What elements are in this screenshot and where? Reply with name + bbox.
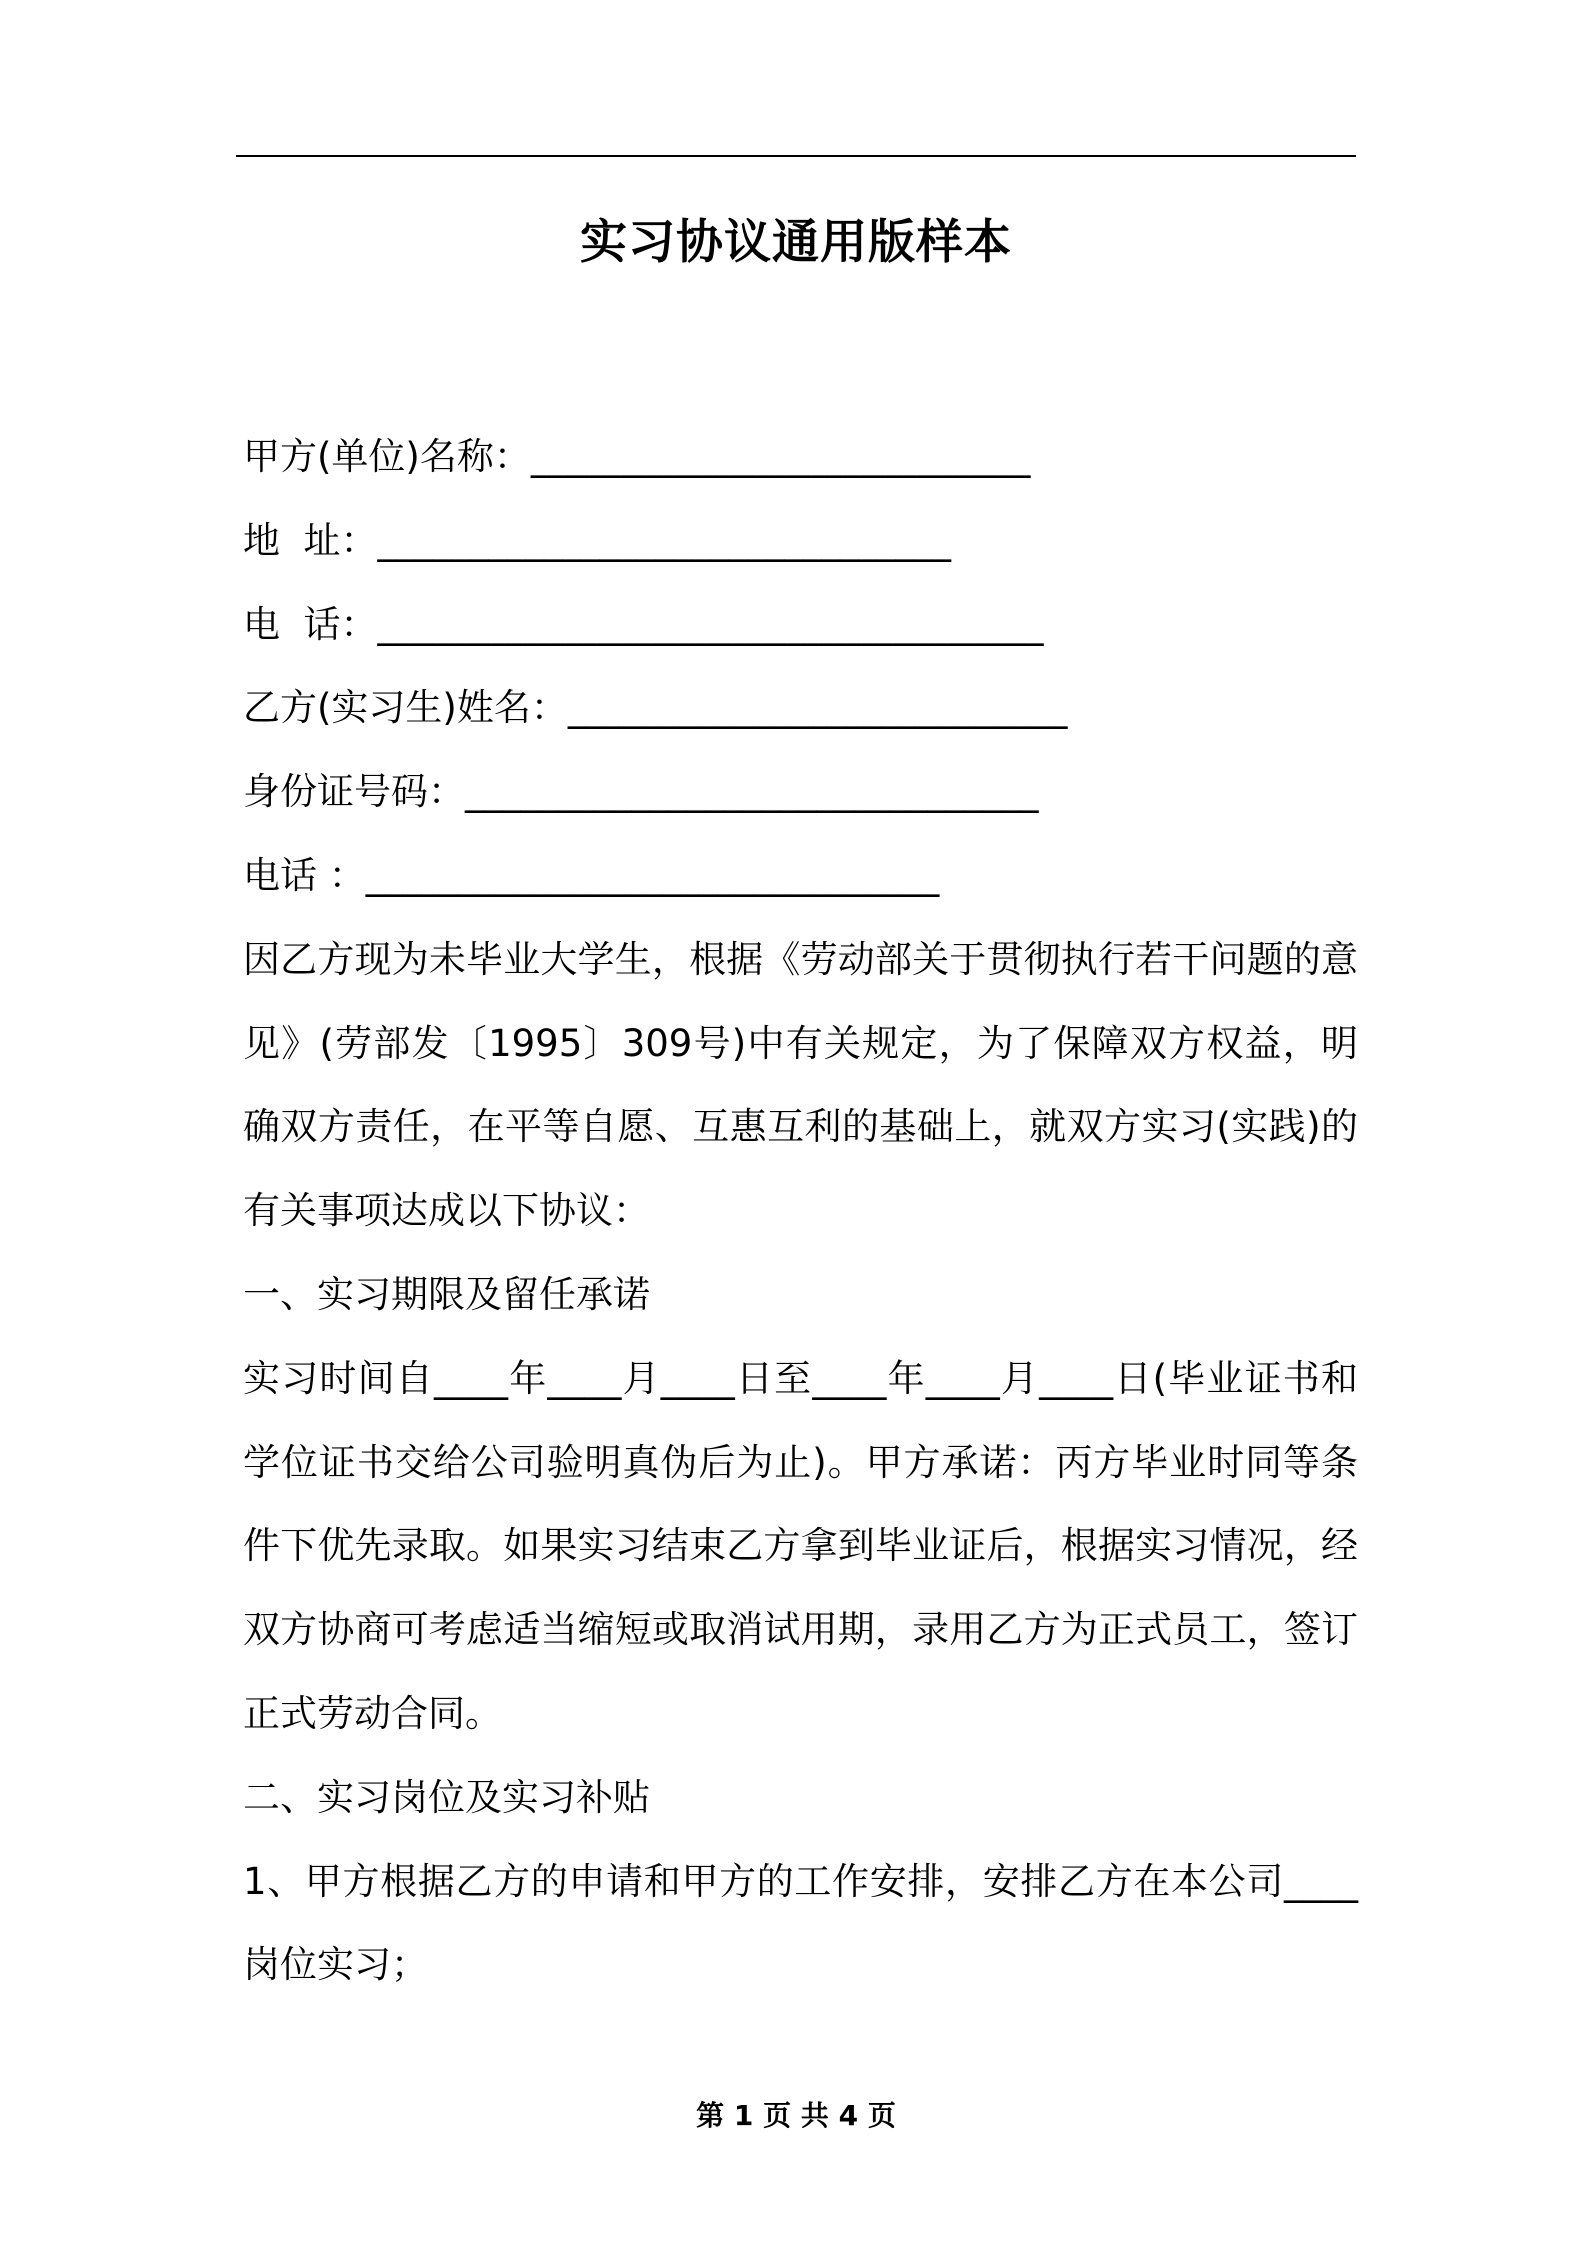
document-title: 实习协议通用版样本 bbox=[580, 215, 1012, 270]
document-body bbox=[243, 415, 1358, 2007]
field-party-b-name: 乙方(实习生)姓名：___________________________ bbox=[243, 686, 1068, 730]
field-id-number: 身份证号码：_______________________________ bbox=[243, 770, 1039, 814]
section-2-heading: 二、实习岗位及实习补贴 bbox=[243, 1775, 650, 1819]
section-1-heading: 一、实习期限及留任承诺 bbox=[243, 1272, 650, 1316]
field-party-a-name: 甲方(单位)名称：___________________________ bbox=[243, 435, 1031, 478]
field-phone-b: 电话 ：_______________________________ bbox=[243, 853, 940, 897]
page-number: 第 1 页 共 4 页 bbox=[696, 2099, 896, 2132]
field-address: 地 址：_______________________________ bbox=[243, 518, 952, 562]
section-1-body: 实习时间自____年____月____日至____年____月____日(毕业证书和学位证书交给公司验明真伪后为止)。甲方承诺：丙方毕业时同等条件下优先录取。如果实习结束乙方拿到毕业证后，根据实习情况，经双方协商可考虑适当缩短或取消试用期，录用乙方为正式员工，签订正式劳动合同。 bbox=[243, 1356, 1358, 1735]
intro-paragraph: 因乙方现为未毕业大学生，根据《劳动部关于贯彻执行若干问题的意见》(劳部发〔1995〕309号)中有关规定，为了保障双方权益，明确双方责任，在平等自愿、互惠互利的基础上，就双方实习(实践)的有关事项达成以下协议： bbox=[243, 937, 1358, 1233]
header-rule bbox=[236, 155, 1356, 157]
field-phone: 电 话：____________________________________ bbox=[243, 602, 1044, 646]
section-2-item-1: 1、甲方根据乙方的申请和甲方的工作安排，安排乙方在本公司____岗位实习； bbox=[243, 1859, 1358, 1987]
